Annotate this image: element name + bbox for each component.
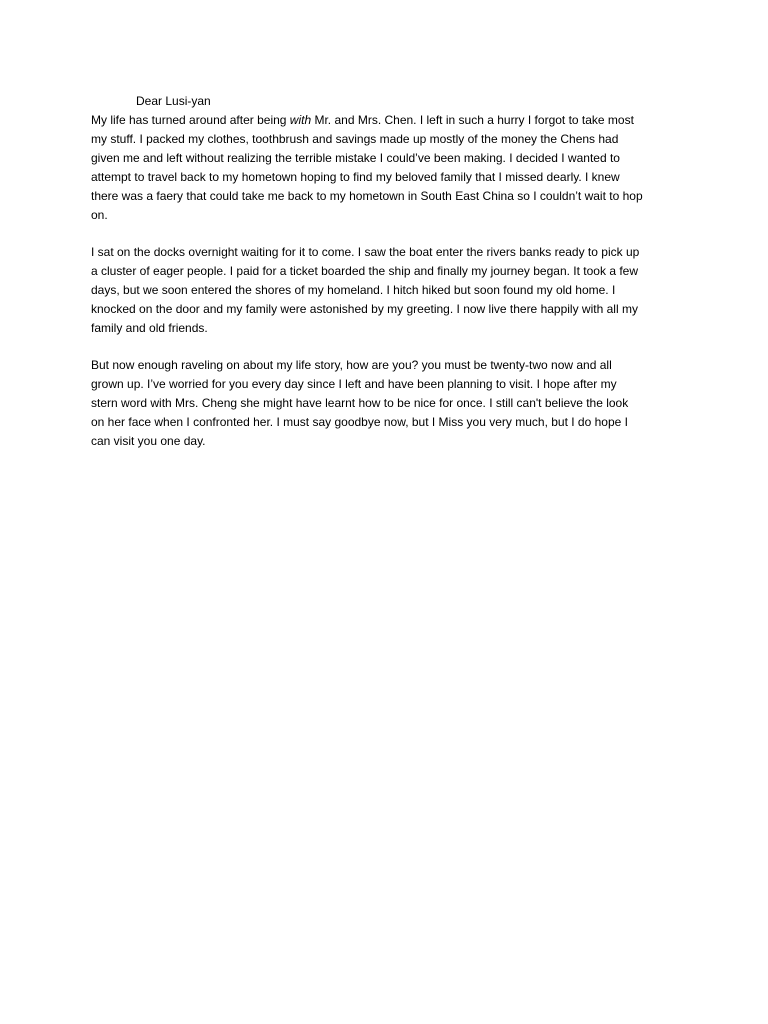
text-line: a cluster of eager people. I paid for a ticket boarded the ship and finally my journey began. It took a few: [91, 264, 638, 278]
text-line: But now enough raveling on about my life story, how are you? you must be twenty-two now and all: [91, 358, 612, 372]
text-line: my stuff. I packed my clothes, toothbrush and savings made up mostly of the money the Chens had: [91, 132, 619, 146]
text-line: I sat on the docks overnight waiting for it to come. I saw the boat enter the rivers banks ready to pick up: [91, 245, 640, 259]
text-line: can visit you one day.: [91, 434, 206, 448]
emphasized-word: with: [289, 113, 312, 127]
letter-body: [91, 92, 681, 451]
text-line: knocked on the door and my family were astonished by my greeting. I now live there happily with all my: [91, 302, 638, 316]
text-line: grown up. I’ve worried for you every day since I left and have been planning to visit. I hope after my: [91, 377, 617, 391]
text-line: [91, 111, 681, 130]
text-line: on her face when I confronted her. I must say goodbye now, but I Miss you very much, but I do hope I: [91, 415, 628, 429]
paragraph-3: [91, 356, 681, 451]
text-run: Mr. and Mrs. Chen. I left in such a hurry I forgot to take most: [311, 113, 634, 127]
letter-salutation: Dear Lusi-yan: [136, 94, 211, 108]
text-line: stern word with Mrs. Cheng she might have learnt how to be nice for once. I still can't believe the look: [91, 396, 629, 410]
text-line: days, but we soon entered the shores of my homeland. I hitch hiked but soon found my old home. I: [91, 283, 616, 297]
text-run: My life has turned around after being: [91, 113, 290, 127]
paragraph-1: [91, 111, 681, 225]
text-line: given me and left without realizing the terrible mistake I could’ve been making. I decided I wanted to: [91, 151, 620, 165]
text-line: family and old friends.: [91, 321, 208, 335]
text-line: there was a faery that could take me back to my hometown in South East China so I couldn’t wait to hop: [91, 189, 643, 203]
text-line: on.: [91, 208, 108, 222]
paragraph-2: [91, 243, 681, 338]
text-line: attempt to travel back to my hometown hoping to find my beloved family that I missed dearly. I knew: [91, 170, 620, 184]
